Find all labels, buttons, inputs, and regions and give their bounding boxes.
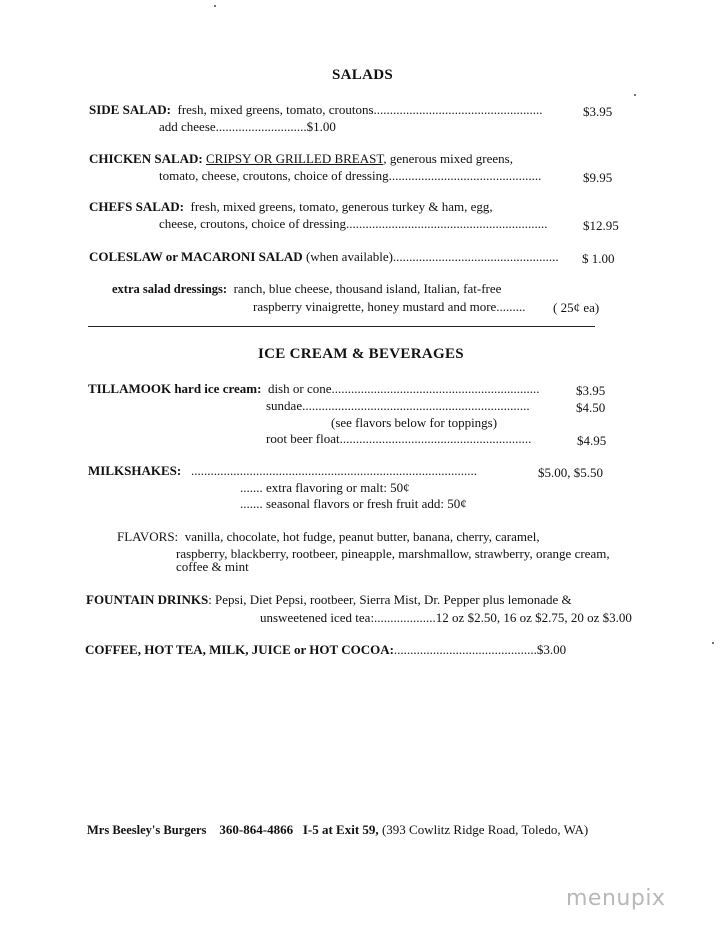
chefs-salad-line [89, 200, 493, 213]
dot-leader: ........................................................... [339, 431, 532, 446]
restaurant-name: Mrs Beesley's Burgers [87, 823, 207, 837]
chicken-salad-desc1: , generous mixed greens, [383, 151, 513, 166]
coleslaw-note: (when available) [305, 249, 393, 264]
addon-price: $1.00 [306, 119, 336, 134]
dot-leader: ............................ [215, 119, 307, 134]
chicken-salad-line2 [159, 169, 541, 182]
flavors-label: FLAVORS: [117, 529, 179, 544]
dot-leader: ............................................... [388, 168, 542, 183]
dressings-line1 [112, 282, 501, 296]
toppings-note: (see flavors below for toppings) [331, 415, 498, 430]
footer [87, 823, 588, 837]
dressings-label: extra salad dressings: [112, 282, 228, 296]
dot-leader: .................................................... [373, 102, 543, 117]
scan-speck [634, 94, 636, 96]
dot-leader: ........................................................................................ [190, 463, 477, 478]
tillamook-line1 [88, 382, 539, 395]
dot-leader: .............................................................. [346, 216, 548, 231]
dot-leader: ............................................ [393, 642, 537, 657]
chicken-salad-name: CHICKEN SALAD: [89, 151, 203, 166]
tillamook-float-price: $4.95 [577, 433, 607, 448]
side-salad-line [89, 103, 543, 116]
dressings-price: ( 25¢ ea) [553, 300, 600, 315]
chefs-salad-desc1: fresh, mixed greens, tomato, generous turkey & ham, egg, [190, 199, 493, 214]
milkshakes-price: $5.00, $5.50 [538, 465, 603, 480]
milkshakes-extra-flavoring: ....... extra flavoring or malt: 50¢ [240, 480, 410, 495]
flavors-text1: vanilla, chocolate, hot fudge, peanut butter, banana, cherry, caramel, [184, 529, 540, 544]
side-salad-name: SIDE SALAD: [89, 102, 171, 117]
coffee-price: $3.00 [536, 642, 567, 657]
dot-leader: ...................................................................... [302, 398, 530, 413]
milkshakes-line [88, 464, 477, 477]
dot-leader: ................................................................ [331, 381, 540, 396]
chefs-salad-price: $12.95 [583, 218, 619, 233]
coffee-line [85, 643, 566, 656]
tillamook-name: TILLAMOOK hard ice cream: [88, 381, 262, 396]
fountain-line2: unsweetened iced tea:...................12 oz $2.50, 16 oz $2.75, 20 oz $3.00 [260, 610, 632, 625]
dressings-options1: ranch, blue cheese, thousand island, Italian, fat-free [233, 281, 502, 296]
tillamook-line2 [266, 399, 530, 412]
coleslaw-price: $ 1.00 [582, 251, 615, 266]
chefs-salad-name: CHEFS SALAD: [89, 199, 184, 214]
chefs-salad-desc2: cheese, croutons, choice of dressing [159, 216, 346, 231]
address: (393 Cowlitz Ridge Road, Toledo, WA) [381, 822, 589, 837]
side-salad-price: $3.95 [583, 104, 613, 119]
tillamook-sundae: sundae [266, 398, 303, 413]
ice-cream-heading: ICE CREAM & BEVERAGES [258, 346, 464, 362]
salads-heading: SALADS [332, 67, 393, 83]
side-salad-desc: fresh, mixed greens, tomato, croutons [177, 102, 374, 117]
chicken-salad-line [89, 152, 513, 165]
fountain-options: : Pepsi, Diet Pepsi, rootbeer, Sierra Mist, Dr. Pepper plus lemonade & [208, 592, 572, 607]
addon-label: add cheese [159, 119, 216, 134]
coffee-name: COFFEE, HOT TEA, MILK, JUICE or HOT COCOA: [85, 642, 394, 657]
phone-number: 360-864-4866 [219, 822, 294, 837]
coleslaw-name: COLESLAW or MACARONI SALAD [89, 249, 303, 264]
dressings-options2: raspberry vinaigrette, honey mustard and more......... [253, 299, 526, 314]
scan-speck [712, 642, 714, 644]
side-salad-addon [159, 120, 336, 133]
menupix-watermark: menupix [566, 886, 666, 911]
tillamook-float: root beer float [266, 431, 340, 446]
milkshakes-name: MILKSHAKES: [88, 463, 182, 478]
chefs-salad-line2 [159, 217, 548, 230]
exit-location: I-5 at Exit 59, [302, 822, 379, 837]
chicken-salad-desc2: tomato, cheese, croutons, choice of dressing [159, 168, 389, 183]
tillamook-dish: dish or cone [267, 381, 332, 396]
flavors-line2: raspberry, blackberry, rootbeer, pineapple, marshmallow, strawberry, orange cream, [176, 546, 610, 561]
coleslaw-line [89, 250, 559, 263]
tillamook-sundae-price: $4.50 [576, 400, 606, 415]
dot-leader: ................................................... [392, 249, 559, 264]
section-divider [88, 326, 595, 327]
chicken-salad-price: $9.95 [583, 170, 613, 185]
tillamook-dish-price: $3.95 [576, 383, 606, 398]
tillamook-line3 [266, 432, 531, 445]
fountain-line1 [86, 593, 572, 606]
flavors-line1 [117, 530, 540, 543]
chicken-salad-style: CRIPSY OR GRILLED BREAST [206, 151, 384, 166]
milkshakes-seasonal: ....... seasonal flavors or fresh fruit add: 50¢ [240, 496, 467, 511]
scan-speck [214, 5, 216, 7]
fountain-name: FOUNTAIN DRINKS [86, 592, 209, 607]
flavors-line3: coffee & mint [176, 559, 249, 574]
